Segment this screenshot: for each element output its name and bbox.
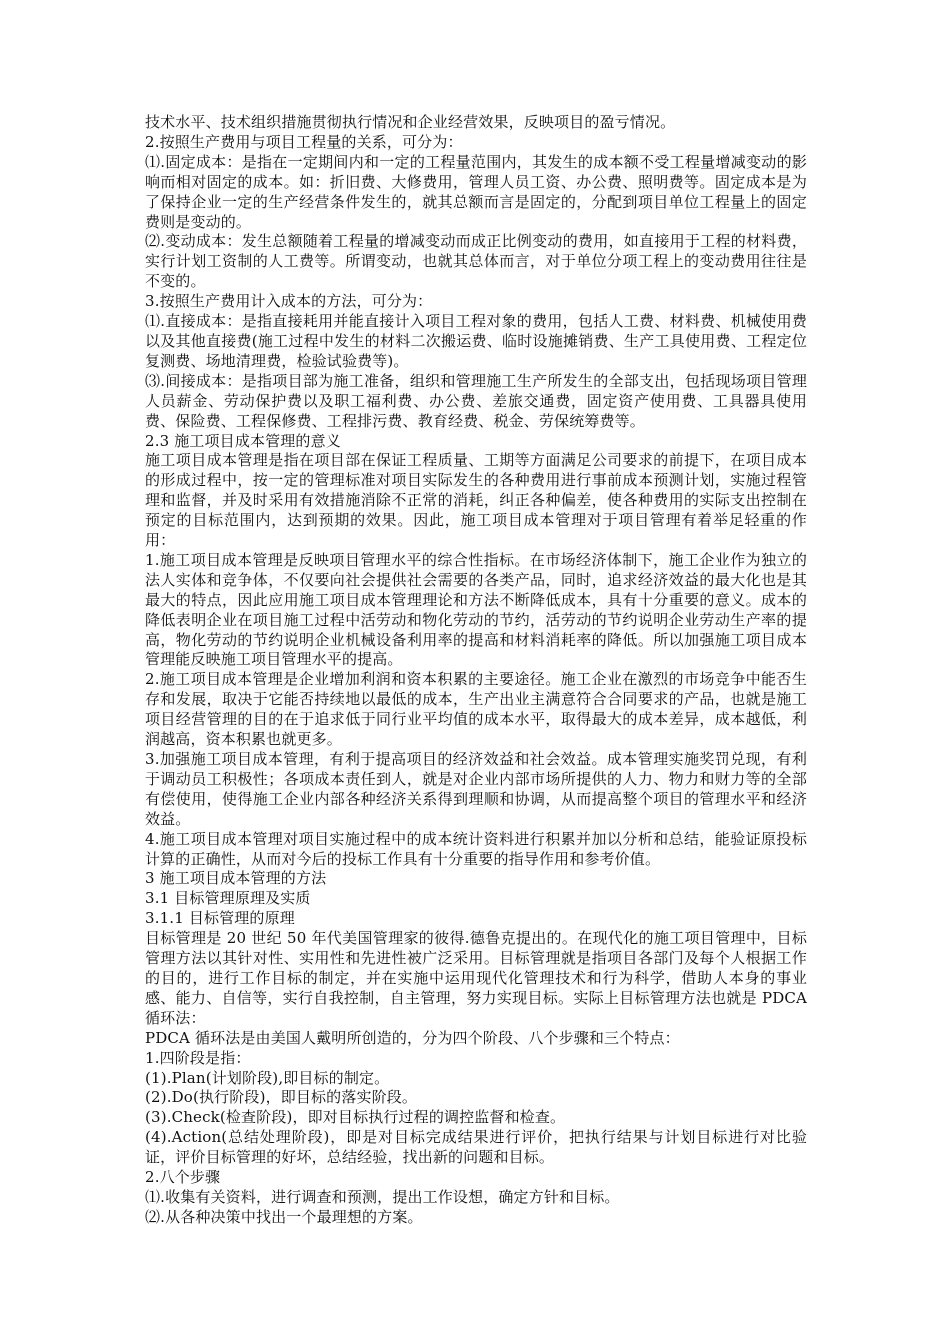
paragraph: ⑵.变动成本：发生总额随着工程量的增减变动而成正比例变动的费用，如直接用于工程的材料费，实行计划工资制的人工费等。所谓变动，也就其总体而言，对于单位分项工程上的变动费用往往是不变的。 — [145, 232, 807, 291]
paragraph: 3.按照生产费用计入成本的方法，可分为： — [145, 292, 433, 311]
paragraph: ⑴.固定成本：是指在一定期间内和一定的工程量范围内，其发生的成本额不受工程量增减变动的影响而相对固定的成本。如：折旧费、大修费用，管理人员工资、办公费、照明费等。固定成本是为了保持企业一定的生产经营条件发生的，就其总额而言是固定的，分配到项目单位工程量上的固定费则是变动的。 — [145, 152, 807, 231]
list-item: ⑵.从各种决策中找出一个最理想的方案。 — [145, 1207, 423, 1226]
paragraph: 3.加强施工项目成本管理，有利于提高项目的经济效益和社会效益。成本管理实施奖罚兑现，有利于调动员工积极性；各项成本责任到人，就是对企业内部市场所提供的人力、物力和财力等的全部有偿使用，使得施工企业内部各种经济关系得到理顺和协调，从而提高整个项目的管理水平和经济效益。 — [145, 750, 807, 828]
section-heading: 3.1.1 目标管理的原理 — [145, 909, 295, 928]
paragraph: 技术水平、技术组织措施贯彻执行情况和企业经营效果，反映项目的盈亏情况。 — [145, 113, 676, 131]
paragraph: 施工项目成本管理是指在项目部在保证工程质量、工期等方面满足公司要求的前提下，在项目成本的形成过程中，按一定的管理标准对项目实际发生的各种费用进行事前成本预测计划，实施过程管理和监督，并及时采用有效措施消除不正常的消耗，纠正各种偏差，使各种费用的实际支出控制在预定的目标范围内，达到预期的效果。因此，施工项目成本管理对于项目管理有着举足轻重的作用： — [145, 451, 807, 550]
paragraph: 1.四阶段是指： — [145, 1048, 251, 1067]
list-item: ⑴.收集有关资料，进行调查和预测，提出工作设想，确定方针和目标。 — [145, 1187, 620, 1206]
paragraph: 2.施工项目成本管理是企业增加利润和资本积累的主要途径。施工企业在激烈的市场竞争中能否生存和发展，取决于它能否持续地以最低的成本，生产出业主满意符合合同要求的产品，也就是施工项目经营管理的目的在于追求低于同行业平均值的成本水平，取得最大的成本差异，成本越低，利润越高，资本积累也就更多。 — [145, 670, 807, 749]
document-body — [145, 113, 807, 1228]
list-item: (3).Check(检查阶段)，即对目标执行过程的调控监督和检查。 — [145, 1108, 566, 1127]
paragraph: ⑶.间接成本：是指项目部为施工准备，组织和管理施工生产所发生的全部支出，包括现场项目管理人员薪金、劳动保护费以及职工福利费、办公费、差旅交通费，固定资产使用费、工具器具使用费、保险费、工程保修费、工程排污费、教育经费、税金、劳保统筹费等。 — [145, 371, 807, 430]
paragraph: ⑴.直接成本：是指直接耗用并能直接计入项目工程对象的费用，包括人工费、材料费、机械使用费以及其他直接费(施工过程中发生的材料二次搬运费、临时设施摊销费、生产工具使用费、工程定位复测费、场地清理费，检验试验费等)。 — [145, 312, 807, 370]
paragraph: 目标管理是 20 世纪 50 年代美国管理家的彼得.德鲁克提出的。在现代化的施工项目管理中，目标管理方法以其针对性、实用性和先进性被广泛采用。目标管理就是指项目各部门及每个人根据工作的目的，进行工作目标的制定，并在实施中运用现代化管理技术和行为科学，借助人本身的事业感、能力、自信等，实行自我控制，自主管理，努力实现目标。实际上目标管理方法也就是 PDCA 循环法： — [145, 929, 807, 1027]
paragraph: PDCA 循环法是由美国人戴明所创造的，分为四个阶段、八个步骤和三个特点： — [145, 1028, 680, 1047]
list-item: (2).Do(执行阶段)，即目标的落实阶段。 — [145, 1088, 418, 1107]
paragraph: 4.施工项目成本管理对项目实施过程中的成本统计资料进行积累并加以分析和总结，能验证原投标计算的正确性，从而对今后的投标工作具有十分重要的指导作用和参考价值。 — [145, 829, 807, 868]
list-item: (4).Action(总结处理阶段)，即是对目标完成结果进行评价，把执行结果与计划目标进行对比验证，评价目标管理的好坏，总结经验，找出新的问题和目标。 — [145, 1128, 807, 1167]
paragraph: 2.八个步骤 — [145, 1168, 221, 1187]
section-heading: 3 施工项目成本管理的方法 — [145, 869, 327, 888]
list-item: (1).Plan(计划阶段),即目标的制定。 — [145, 1068, 390, 1087]
section-heading: 2.3 施工项目成本管理的意义 — [145, 431, 341, 450]
paragraph: 1.施工项目成本管理是反映项目管理水平的综合性指标。在市场经济体制下，施工企业作为独立的法人实体和竞争体，不仅要向社会提供社会需要的各类产品，同时，追求经济效益的最大化也是其最大的特点，因此应用施工项目成本管理理论和方法不断降低成本，具有十分重要的意义。成本的降低表明企业在项目施工过程中活劳动和物化劳动的节约，活劳动的节约说明企业劳动生产率的提高，物化劳动的节约说明企业机械设备利用率的提高和材料消耗率的降低。所以加强施工项目成本管理能反映施工项目管理水平的提高。 — [145, 550, 807, 669]
paragraph: 2.按照生产费用与项目工程量的关系，可分为： — [145, 132, 463, 151]
section-heading: 3.1 目标管理原理及实质 — [145, 889, 311, 908]
